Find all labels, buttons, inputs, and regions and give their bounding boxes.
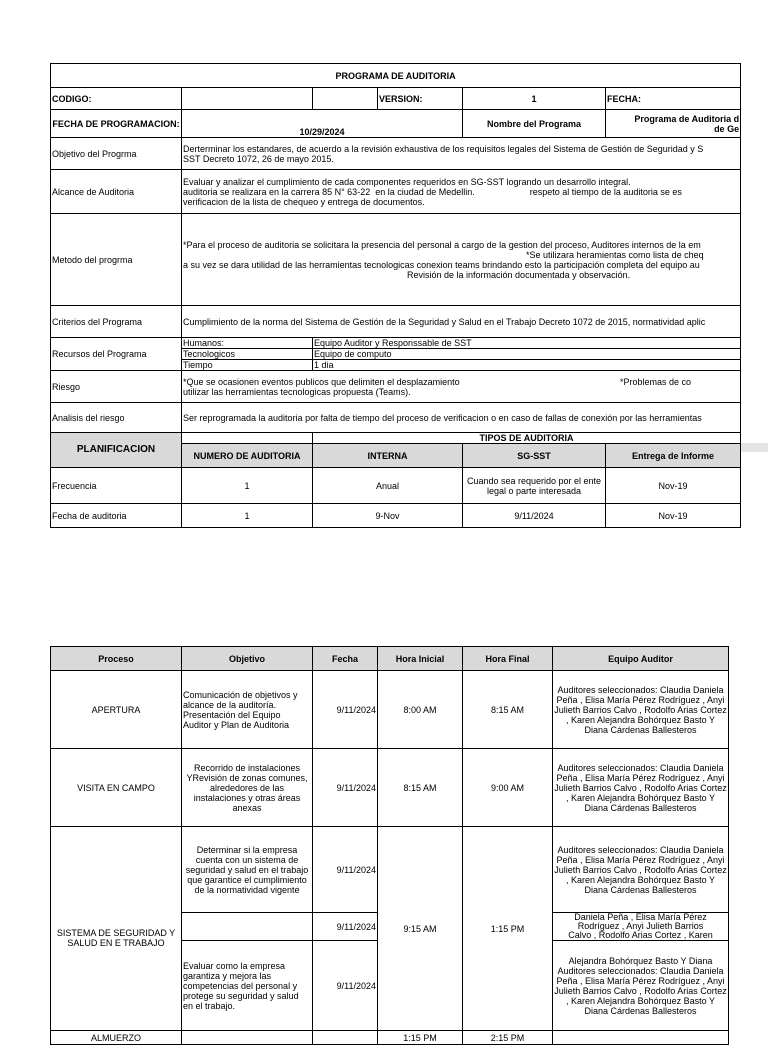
riesgo-row [51, 371, 741, 403]
table-row [51, 749, 729, 827]
nombre-programa-value[interactable] [606, 110, 741, 138]
criterios-value[interactable]: Cumplimiento de la norma del Sistema de Gestión de la Seguridad y Salud en el Trabajo Decreto 1072 de 2015, normatividad aplic [182, 306, 741, 338]
fecha-auditoria-interna[interactable]: 9-Nov [313, 504, 463, 528]
entrega-informe-header: Entrega de Informe [606, 444, 741, 468]
version-value[interactable]: 1 [463, 88, 606, 110]
version-label: VERSION: [378, 88, 463, 110]
objetivo-cell[interactable]: Evaluar como la empresa garantiza y mejora las competencias del personal y protege su seguridad y salud en el trabajo. [182, 941, 313, 1031]
criterios-row [51, 306, 741, 338]
equipo-auditor-cell[interactable]: Auditores seleccionados: Claudia Daniela Peña , Elisa María Pérez Rodríguez , Anyi Julieth Barrios Calvo , Rodolfo Arias Cortez , Karen Alejandra Bohórquez Basto Y Diana Cárdenas Ballesteros [553, 827, 729, 913]
hora-final-cell[interactable]: 8:15 AM [463, 671, 553, 749]
col-header-hora-final: Hora Final [463, 647, 553, 671]
equipo-auditor-cell[interactable] [553, 941, 729, 1031]
codigo-extra-cell[interactable] [313, 88, 378, 110]
equipo-auditor-cell[interactable] [553, 1031, 729, 1045]
nombre-programa-line-1: Programa de Auditoria d [634, 113, 740, 124]
metodo-line-1: *Para el proceso de auditoria se solicitara la presencia del personal a cargo de la gestion del proceso, Auditores internos de la em [183, 239, 701, 250]
fecha-cell[interactable]: 9/11/2024 [313, 913, 378, 941]
fecha-auditoria-entrega[interactable]: Nov-19 [606, 504, 741, 528]
col-header-objetivo: Objetivo [182, 647, 313, 671]
objetivo-line-1: Derterminar los estandares, de acuerdo a la revisión exhaustiva de los requisitos legales del Sistema de Gestión de Seguridad y S [183, 143, 704, 154]
criterios-label: Criterios del Programa [51, 306, 182, 338]
recursos-value[interactable]: Equipo de computo [313, 349, 741, 360]
col-header-fecha: Fecha [313, 647, 378, 671]
alcance-row [51, 170, 741, 214]
fecha-programacion-label: FECHA DE PROGRAMACION: [51, 110, 182, 138]
numero-auditoria-header: NUMERO DE AUDITORIA [182, 444, 313, 468]
objetivo-cell[interactable] [182, 1031, 313, 1045]
objetivo-cell[interactable]: Comunicación de objetivos y alcance de la auditoría. Presentación del Equipo Auditor y Plan de Auditoria [182, 671, 313, 749]
auditor-line: Daniela Peña , Elisa María Pérez [574, 912, 707, 922]
fecha-cell[interactable]: 9/11/2024 [313, 827, 378, 913]
alcance-line-2: auditoria se realizara en la carrera 85 N° 63-22 en la ciudad de Medellin. respeto al tiempo de la auditoria se es [183, 186, 682, 197]
fecha-cell[interactable]: 9/11/2024 [313, 941, 378, 1031]
table-row [51, 827, 729, 913]
objetivo-cell[interactable]: Recorrido de instalaciones YRevisión de zonas comunes, alrededores de las instalaciones y otras áreas anexas [182, 749, 313, 827]
audit-schedule-table [50, 646, 729, 1045]
objetivo-label: Objetivo del Progrma [51, 138, 182, 170]
col-header-equipo-auditor: Equipo Auditor [553, 647, 729, 671]
metodo-value[interactable] [182, 214, 741, 306]
alcance-value[interactable] [182, 170, 741, 214]
hora-final-cell[interactable]: 2:15 PM [463, 1031, 553, 1045]
riesgo-value[interactable] [182, 371, 741, 403]
recursos-key: Tecnologicos [182, 349, 313, 360]
recursos-label: Recursos del Programa [51, 338, 182, 371]
fecha-auditoria-numero[interactable]: 1 [182, 504, 313, 528]
riesgo-line-1 [183, 377, 739, 387]
alcance-label: Alcance de Auditoria [51, 170, 182, 214]
frecuencia-label: Frecuencia [51, 468, 182, 504]
riesgo-label: Riesgo [51, 371, 182, 403]
objetivo-line-2: SST Decreto 1072, 26 de mayo 2015. [183, 153, 334, 164]
riesgo-line-2: utilizar las herramientas tecnologicas propuesta (Teams). [183, 386, 411, 397]
fecha-auditoria-sgsst[interactable]: 9/11/2024 [463, 504, 606, 528]
planificacion-header: PLANIFICACION [51, 433, 182, 468]
audit-program-table [50, 63, 741, 528]
fecha-cell[interactable]: 9/11/2024 [313, 671, 378, 749]
table-row [51, 1031, 729, 1045]
equipo-auditor-cell[interactable]: Auditores seleccionados: Claudia Daniela Peña , Elisa María Pérez Rodríguez , Anyi Julieth Barrios Calvo , Rodolfo Arias Cortez , Karen Alejandra Bohórquez Basto Y Diana Cárdenas Ballesteros [553, 671, 729, 749]
frecuencia-numero[interactable]: 1 [182, 468, 313, 504]
recursos-key: Tiempo [182, 360, 313, 371]
fecha-cell[interactable] [313, 1031, 378, 1045]
fecha-auditoria-label: Fecha de auditoria [51, 504, 182, 528]
nombre-programa-line-2: de Ge [714, 123, 740, 134]
col-header-hora-inicial: Hora Inicial [378, 647, 463, 671]
sgsst-header: SG-SST [463, 444, 606, 468]
riesgo-text-1b: *Problemas de co [620, 376, 692, 387]
alcance-line-1: Evaluar y analizar el cumplimiento de cada componentes requeridos en SG-SST logrando un desarrollo integral. [183, 176, 631, 187]
fecha-programacion-value[interactable]: 10/29/2024 [182, 110, 463, 138]
proceso-cell[interactable]: ALMUERZO [51, 1031, 182, 1045]
codigo-label: CODIGO: [51, 88, 182, 110]
hora-final-cell[interactable]: 9:00 AM [463, 749, 553, 827]
tipos-row [51, 433, 741, 444]
metodo-line-4: Revisión de la información documentada y observación. [407, 269, 631, 280]
frecuencia-interna[interactable]: Anual [313, 468, 463, 504]
hora-inicial-cell[interactable]: 8:15 AM [378, 749, 463, 827]
auditor-line: Calvo , Rodolfo Arias Cortez , Karen [568, 930, 713, 940]
recursos-value[interactable]: 1 dia [313, 360, 741, 371]
tipos-auditoria-header: TIPOS DE AUDITORIA [313, 433, 741, 444]
schedule-header-row [51, 647, 729, 671]
hora-inicial-cell[interactable]: 8:00 AM [378, 671, 463, 749]
metodo-line-2: *Se utilizara heramientas como lista de cheq [526, 249, 704, 260]
proceso-cell[interactable]: VISITA EN CAMPO [51, 749, 182, 827]
fecha-label: FECHA: [606, 88, 741, 110]
proceso-cell[interactable]: APERTURA [51, 671, 182, 749]
riesgo-text-1a: *Que se ocasionen eventos publicos que delimiten el desplazamiento [183, 376, 460, 387]
fecha-auditoria-row [51, 504, 741, 528]
recursos-value[interactable]: Equipo Auditor y Responssable de SST [313, 338, 741, 349]
objetivo-value[interactable] [182, 138, 741, 170]
nombre-programa-label: Nombre del Programa [463, 110, 606, 138]
program-title: PROGRAMA DE AUDITORIA [51, 64, 741, 88]
objetivo-row [51, 138, 741, 170]
alcance-line-3: verificacion de la lista de chequeo y entrega de documentos. [183, 196, 425, 207]
program-title-row [51, 64, 741, 88]
auditor-text: Auditores seleccionados: Claudia Daniela Peña , Elisa María Pérez Rodríguez , Anyi Julieth Barrios Calvo , Rodolfo Arias Cortez , Karen Alejandra Bohórquez Basto Y Diana Cárdenas Ballesteros [554, 965, 727, 1016]
metodo-label: Metodo del progrma [51, 214, 182, 306]
metodo-row [51, 214, 741, 306]
frecuencia-entrega[interactable]: Nov-19 [606, 468, 741, 504]
interna-header: INTERNA [313, 444, 463, 468]
frecuencia-sgsst[interactable]: Cuando sea requerido por el ente legal o parte interesada [463, 468, 606, 504]
equipo-auditor-cell[interactable]: Auditores seleccionados: Claudia Daniela Peña , Elisa María Pérez Rodríguez , Anyi Julieth Barrios Calvo , Rodolfo Arias Cortez , Karen Alejandra Bohórquez Basto Y Diana Cárdenas Ballesteros [553, 749, 729, 827]
recursos-key: Humanos: [182, 338, 313, 349]
fecha-cell[interactable]: 9/11/2024 [313, 749, 378, 827]
codigo-value-cell[interactable] [182, 88, 313, 110]
table-row [51, 671, 729, 749]
fecha-programacion-row [51, 110, 741, 138]
codigo-row [51, 88, 741, 110]
frecuencia-row [51, 468, 741, 504]
objetivo-cell[interactable] [182, 913, 313, 941]
hora-inicial-cell[interactable]: 9:15 AM [378, 827, 463, 1031]
col-header-proceso: Proceso [51, 647, 182, 671]
recursos-row-1 [51, 338, 741, 349]
auditor-line: Rodríguez , Anyi Julieth Barrios [577, 921, 704, 931]
metodo-line-3: a su vez se dara utilidad de las herramientas tecnologicas conexion teams brindando esto la participación completa del equipo au [183, 259, 700, 270]
analisis-value[interactable]: Ser reprogramada la auditoria por falta de tiempo del proceso de verificacion o en caso de fallas de conexión por las herramientas [182, 403, 741, 433]
auditor-line: Alejandra Bohórquez Basto Y Diana [568, 955, 713, 966]
hora-final-cell[interactable]: 1:15 PM [463, 827, 553, 1031]
objetivo-cell[interactable]: Determinar si la empresa cuenta con un sistema de seguridad y salud en el trabajo que garantice el cumplimiento de la normatividad vigente [182, 827, 313, 913]
hora-inicial-cell[interactable]: 1:15 PM [378, 1031, 463, 1045]
analisis-row [51, 403, 741, 433]
equipo-auditor-cell[interactable] [553, 913, 729, 941]
analisis-label: Analisis del riesgo [51, 403, 182, 433]
proceso-cell[interactable]: SISTEMA DE SEGURIDAD Y SALUD EN E TRABAJO [51, 827, 182, 1031]
